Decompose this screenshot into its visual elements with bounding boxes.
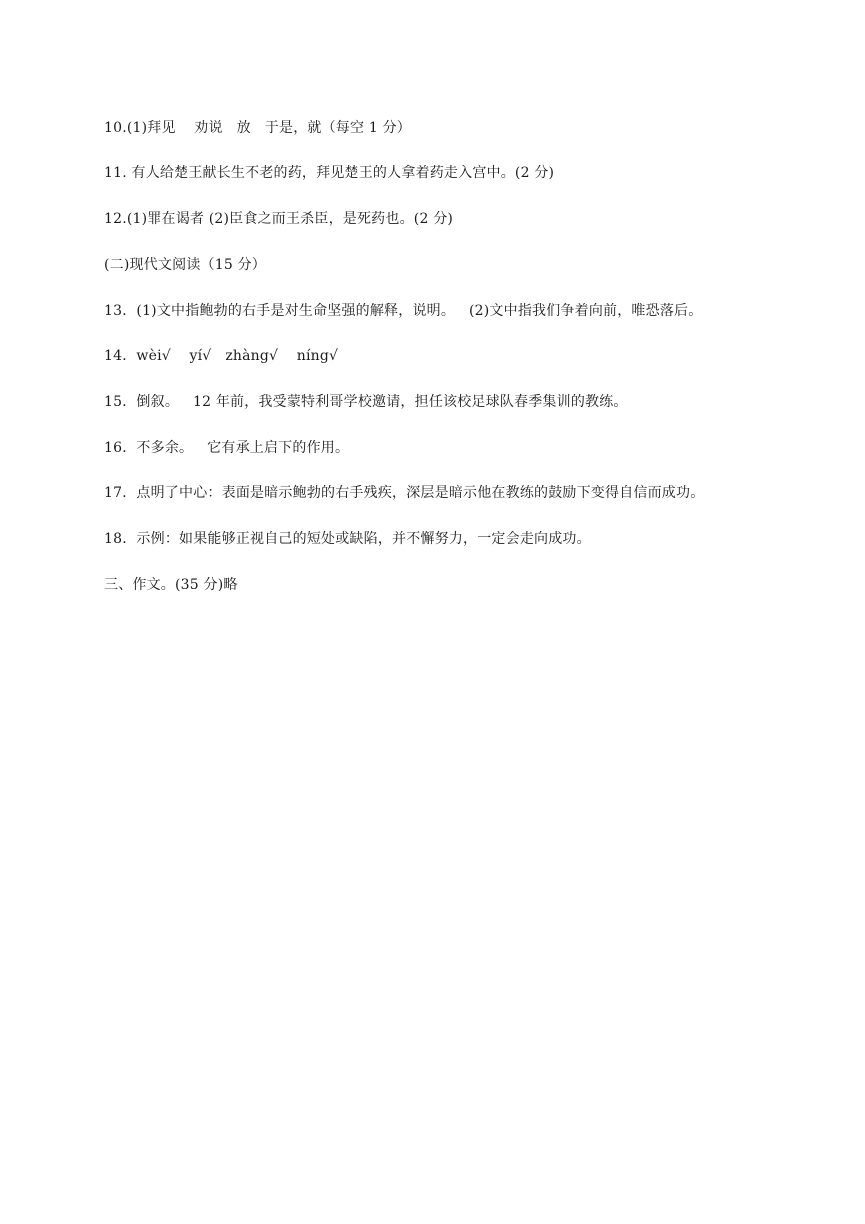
answer-12: 12.(1)罪在谒者 (2)臣食之而王杀臣，是死药也。(2 分) [104, 211, 454, 227]
answer-15: 15．倒叙。 12 年前，我受蒙特利哥学校邀请，担任该校足球队春季集训的教练。 [104, 394, 628, 410]
answer-11: 11. 有人给楚王献长生不老的药，拜见楚王的人拿着药走入宫中。(2 分) [104, 165, 555, 181]
answer-13: 13．(1)文中指鲍勃的右手是对生命坚强的解释，说明。 (2)文中指我们争着向前，唯恐落后。 [104, 303, 703, 319]
section-heading-composition: 三、作文。(35 分)略 [104, 577, 238, 593]
answer-10: 10.(1)拜见 劝说 放 于是，就（每空 1 分） [104, 120, 412, 136]
section-heading-modern-reading: (二)现代文阅读（15 分） [104, 257, 266, 273]
answer-14: 14．wèi√ yí√ zhàng√ níng√ [104, 348, 339, 364]
answer-17: 17．点明了中心：表面是暗示鲍勃的右手残疾，深层是暗示他在教练的鼓励下变得自信而成功。 [104, 485, 705, 501]
answer-16: 16．不多余。 它有承上启下的作用。 [104, 440, 350, 456]
answer-18: 18．示例：如果能够正视自己的短处或缺陷，并不懈努力，一定会走向成功。 [104, 531, 591, 547]
